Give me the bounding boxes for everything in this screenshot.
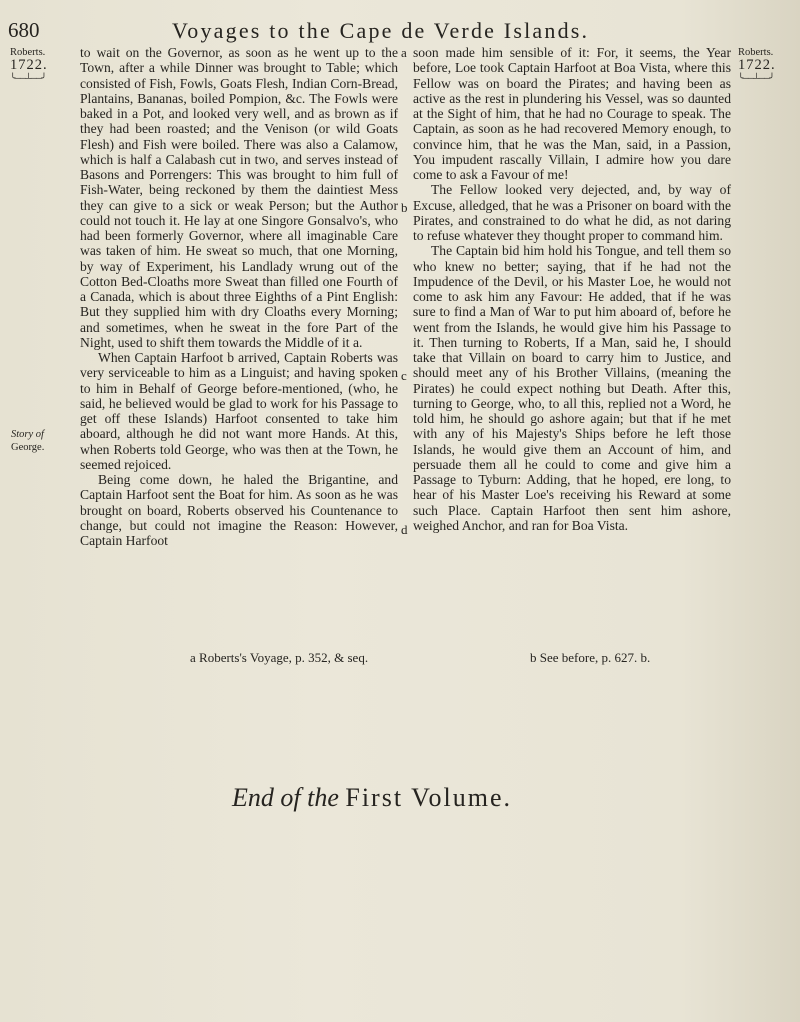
right-paragraph-1: soon made him sensible of it: For, it seems, the Year before, Loe took Captain Harfoot at Boa Vista, where this Fellow was on board the Pirates; and having been as active as the rest in plundering his Vessel, was so daunted at the Sight of him, that he had no Courage to speak. The Captain, as soon as he had recovered Memory enough, to convince him, that he was the Man, said, in a Passion, You impudent rascally Villain, I admire how you dare come to ask a Favour of me! [413,45,731,182]
right-margin-note [738,46,776,85]
margin-name: Roberts. [10,47,46,58]
margin-year: 1722. [10,57,48,73]
section-letter-c: c [401,368,407,383]
right-paragraph-2: The Fellow looked very dejected, and, by way of Excuse, alledged, that he was a Prisoner on board with the Pirates, and constrained to do what he did, as not daring to refuse whatever they thought proper to command him. [413,182,731,243]
left-margin-note [10,46,48,85]
margin-story-name: George. [11,442,45,453]
margin-year-right: 1722. [738,57,776,73]
right-paragraph-3: The Captain bid him hold his Tongue, and tell them so who knew no better; saying, that if he had not the Impudence of the Devil, or his Master Loe, he would not come to ask him any Favour: He added, that if he was sure to find a Man of War to put him aboard of, before he went from the Islands, he would give him his Passage to it. Then turning to Roberts, If a Man, said he, I should take that Villain on board to carry him to Justice, and should meet any of his Brother Villains, (meaning the Pirates) he could expect nothing but Death. After this, turning to George, who, to all this, replied not a Word, he told him, he should go ashore again; but that if he met with any of his Majesty's Ships before he left those Islands, he would give them an Account of him, and persuade them all he could to come and give him a Passage to Tyburn: Adding, that he hoped, ere long, to hear of his Master Loe's receiving his Reward at some such Place. Captain Harfoot then sent him ashore, weighed Anchor, and ran for Boa Vista. [413,243,731,533]
section-letter-d: d [401,522,408,537]
left-paragraph-2: When Captain Harfoot b arrived, Captain Roberts was very serviceable to him as a Linguist; and having spoken to him in Behalf of George before-mentioned, (who, he said, he believed would be glad to work for his Passage to get off these Islands) Harfoot consented to take him aboard, although he did not want more Hands. At this, when Roberts told George, who was then at the Town, he seemed rejoiced. [80,350,398,472]
left-paragraph-1: to wait on the Governor, as soon as he went up to the Town, after a while Dinner was brought to Table; which consisted of Fish, Fowls, Goats Flesh, Indian Corn-Bread, Plantains, Bananas, boiled Pompion, &c. The Fowls were baked in a Pot, and looked very well, and as brown as if they had been roasted; and the Venison (or wild Goats Flesh) and Fish were boiled. There was also a Calamow, which is half a Calabash cut in two, and serves instead of Basons and Porrengers: This was brought to him full of Fish-Water, being reckoned by them the daintiest Mess they can give to a sick or weak Person; but the Author could not touch it. He lay at one Singore Gonsalvo's, who had been formerly Governor, where all imaginable Care was taken of him. He sweat so much, that one Morning, by way of Experiment, his Landlady wrung out of the Cotton Bed-Cloaths more Sweat than filled one Fourth of a Canada, which is about three Eighths of a Pint English: But they supplied him with dry Cloaths every Morning; and sometimes, when he sweat in the fore Part of the Night, used to shift them towards the Middle of it a. [80,45,398,350]
running-title: Voyages to the Cape de Verde Islands. [172,18,590,43]
margin-name-right: Roberts. [738,47,774,58]
margin-story: Story of [11,429,44,440]
left-margin-story-note [11,428,44,454]
margin-brace-icon: ╰──┴──╯ [10,73,46,83]
left-paragraph-3: Being come down, he haled the Brigantine, and Captain Harfoot sent the Boat for him. As soon as he was brought on board, Roberts observed his Countenance to change, but could not imagine the Reason: However, Captain Harfoot [80,472,398,548]
footnote-a: a Roberts's Voyage, p. 352, & seq. [190,650,369,665]
page-number: 680 [8,18,40,42]
right-column [413,45,731,533]
left-column [80,45,398,548]
footnote-b: b See before, p. 627. b. [530,650,651,665]
end-italic: End of the [232,783,339,812]
section-letter-b: b [401,200,408,215]
end-of-volume [232,783,512,813]
end-caps: First Volume. [345,783,513,812]
page-header [0,18,800,42]
margin-brace-right-icon: ╰──┴──╯ [738,73,774,83]
section-letter-a: a [401,45,407,60]
